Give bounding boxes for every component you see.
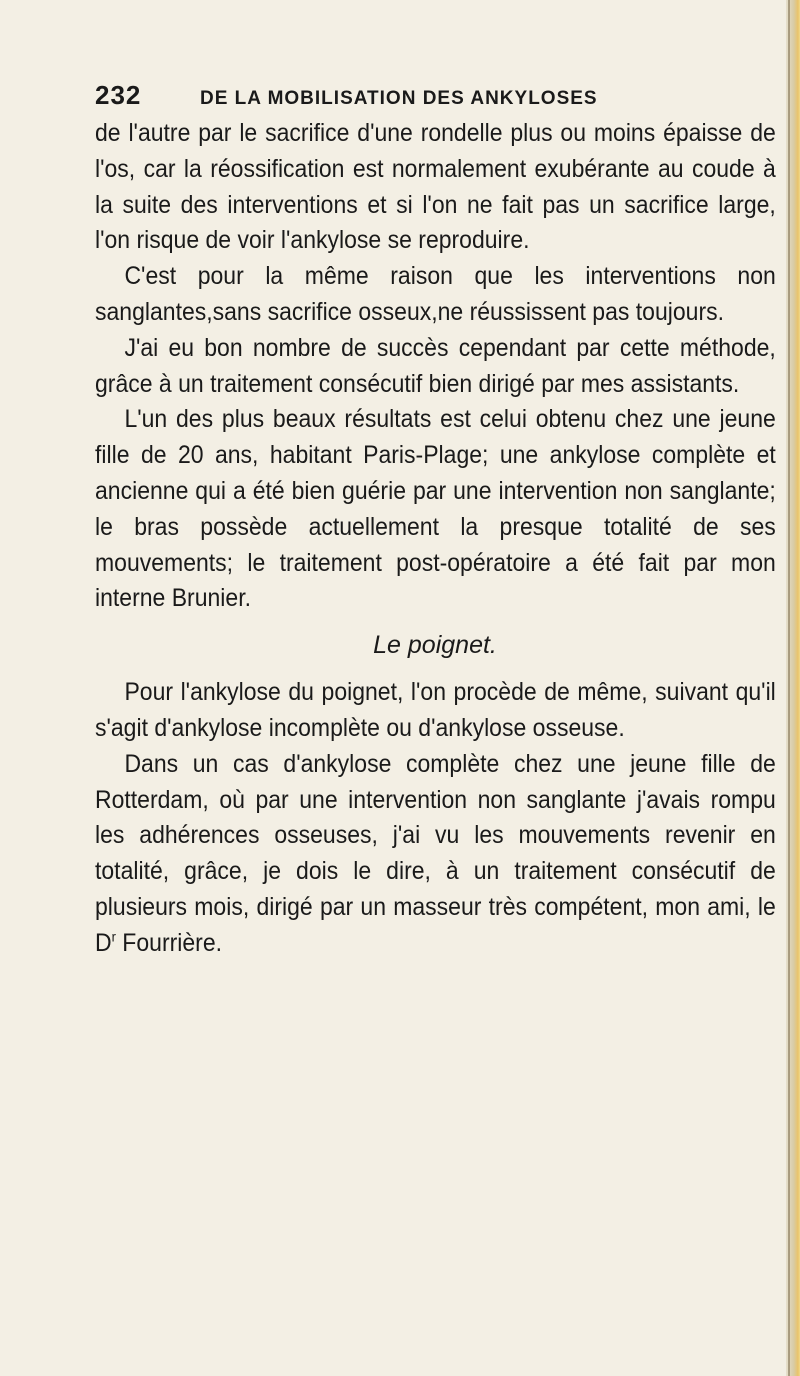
- page-content: [95, 80, 775, 962]
- paragraph-5: Pour l'ankylose du poignet, l'on procède de même, suivant qu'il s'agit d'ankylose incomplète ou d'ankylose osseuse.: [95, 678, 776, 742]
- paragraph-6: [95, 747, 776, 962]
- section-heading: Le poignet.: [373, 631, 497, 660]
- page-header: [95, 80, 775, 116]
- paragraph-6-ending: Fourrière.: [115, 928, 223, 957]
- paragraph-4: L'un des plus beaux résultats est celui obtenu chez une jeune fille de 20 ans, habitant Paris-Plage; une ankylose complète et ancienne qui a été bien guérie par une intervention non sanglante; le bras possède actuellement la presque totalité de ses mouvements; le traitement post-opératoire a été fait par mon interne Brunier.: [95, 405, 776, 613]
- paragraph-2: C'est pour la même raison que les interventions non sanglantes,sans sacrifice osseux,ne réussissent pas toujours.: [95, 262, 776, 326]
- page-number: 232: [95, 80, 142, 110]
- paragraph-6-superscript: r: [111, 928, 116, 945]
- running-title: DE LA MOBILISATION DES ANKYLOSES: [200, 88, 598, 109]
- paragraph-3: J'ai eu bon nombre de succès cependant par cette méthode, grâce à un traitement consécutif bien dirigé par mes assistants.: [95, 333, 776, 398]
- paragraph-6-text: Dans un cas d'ankylose complète chez une jeune fille de Rotterdam, où par une intervention non sanglante j'avais rompu les adhérences osseuses, j'ai vu les mouvements revenir en totalité, grâce, je dois le dire, à un traitement consécutif de plusieurs mois, dirigé par un masseur très compétent, mon ami, le D: [95, 749, 776, 957]
- page-edge-line: [788, 0, 790, 1376]
- paragraph-1: de l'autre par le sacrifice d'une rondelle plus ou moins épaisse de l'os, car la réossification est normalement exubérante au coude à la suite des interventions et si l'on ne fait pas un sacrifice large, l'on risque de voir l'ankylose se reproduire.: [95, 119, 776, 255]
